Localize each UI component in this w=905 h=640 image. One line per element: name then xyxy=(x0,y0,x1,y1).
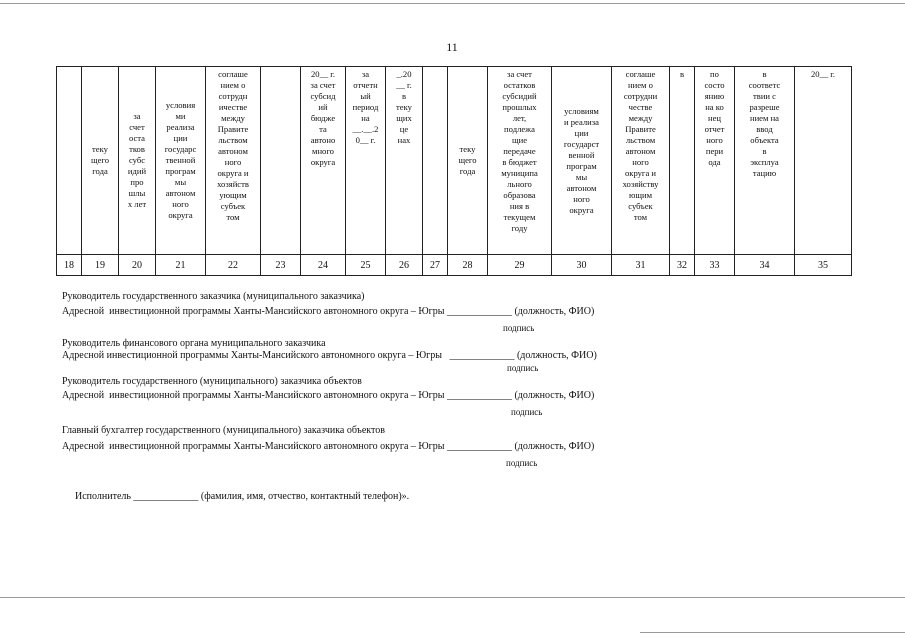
executor-line: Исполнитель _____________ (фамилия, имя, отчество, контактный телефон)». xyxy=(75,491,410,502)
column-number: 32 xyxy=(670,255,695,276)
scan-edge-top xyxy=(0,3,905,4)
column-number: 27 xyxy=(423,255,448,276)
header-cell-26: _.20 __ г. в теку щих це нах xyxy=(386,67,423,255)
column-number: 35 xyxy=(795,255,852,276)
column-number: 34 xyxy=(735,255,795,276)
header-cell-22: соглаше нием о сотрудн ичестве между Правитe льством автоном ного округа и хозяйств ующим субъек том xyxy=(206,67,261,255)
scan-edge-bottom-right xyxy=(640,632,905,633)
header-cell-35: 20__ г. xyxy=(795,67,852,255)
scan-edge-bottom xyxy=(0,597,905,598)
signature-caption-customer-head: подпись xyxy=(503,323,535,333)
signature-line-finance-head: Адресной инвестиционной программы Ханты-Мансийского автономного округа – Югры _____________ (должность, ФИО) xyxy=(62,350,597,361)
header-cell-27 xyxy=(423,67,448,255)
header-cell-28: теку щего года xyxy=(448,67,488,255)
header-cell-21: условия ми реализа ции государс твенной програм мы автоном ного округа xyxy=(156,67,206,255)
signature-title-customer-head: Руководитель государственного заказчика (муниципального заказчика) xyxy=(62,291,365,302)
column-number: 21 xyxy=(156,255,206,276)
header-cell-30: условиям и реализа ции государст венной програм мы автоном ного округа xyxy=(552,67,612,255)
header-cell-23 xyxy=(261,67,301,255)
header-cell-34: в соответс твии с разреше нием на ввод объекта в эксплуа тацию xyxy=(735,67,795,255)
column-number: 31 xyxy=(612,255,670,276)
header-cell-20: за счет оста тков субс идий про шлы х лет xyxy=(119,67,156,255)
column-number: 30 xyxy=(552,255,612,276)
column-number: 28 xyxy=(448,255,488,276)
signature-title-object-customer-head: Руководитель государственного (муниципального) заказчика объектов xyxy=(62,376,362,387)
signature-line-customer-head: Адресной инвестиционной программы Ханты-Мансийского автономного округа – Югры _____________ (должность, ФИО) xyxy=(62,306,595,317)
signature-title-chief-accountant: Главный бухгалтер государственного (муниципального) заказчика объектов xyxy=(62,425,385,436)
column-number: 29 xyxy=(488,255,552,276)
header-cell-24: 20__ г. за счет субсид ий бюдже та автоно много округа xyxy=(301,67,346,255)
header-cell-33: по состо янию на ко нец отчет ного пери ода xyxy=(695,67,735,255)
column-number: 22 xyxy=(206,255,261,276)
signature-title-finance-head: Руководитель финансового органа муниципального заказчика xyxy=(62,338,326,349)
signature-caption-finance-head: подпись xyxy=(507,363,539,373)
header-cell-29: за счет остатков субсидий прошлых лет, подлежа щие передаче в бюджет муниципа льного образова ния в текущем году xyxy=(488,67,552,255)
signature-line-chief-accountant: Адресной инвестиционной программы Ханты-Мансийского автономного округа – Югры _____________ (должность, ФИО) xyxy=(62,441,595,452)
header-row xyxy=(57,67,852,255)
header-cell-18 xyxy=(57,67,82,255)
header-cell-25: за отчетн ый период на __.__.2 0__ г. xyxy=(346,67,386,255)
header-cell-31: соглаше нием о сотрудни честве между Правите льством автоном ного округа и хозяйству ющим субъек том xyxy=(612,67,670,255)
signature-caption-chief-accountant: подпись xyxy=(506,458,538,468)
header-cell-19: теку щего года xyxy=(82,67,119,255)
column-number: 33 xyxy=(695,255,735,276)
column-number: 24 xyxy=(301,255,346,276)
column-number: 23 xyxy=(261,255,301,276)
column-number: 26 xyxy=(386,255,423,276)
report-table xyxy=(56,66,852,276)
column-number: 19 xyxy=(82,255,119,276)
column-number-row xyxy=(57,255,852,276)
column-number: 18 xyxy=(57,255,82,276)
page-number: 11 xyxy=(446,40,458,54)
signature-line-object-customer-head: Адресной инвестиционной программы Ханты-Мансийского автономного округа – Югры _____________ (должность, ФИО) xyxy=(62,390,595,401)
column-number: 20 xyxy=(119,255,156,276)
header-cell-32: в xyxy=(670,67,695,255)
column-number: 25 xyxy=(346,255,386,276)
signature-caption-object-customer-head: подпись xyxy=(511,407,543,417)
